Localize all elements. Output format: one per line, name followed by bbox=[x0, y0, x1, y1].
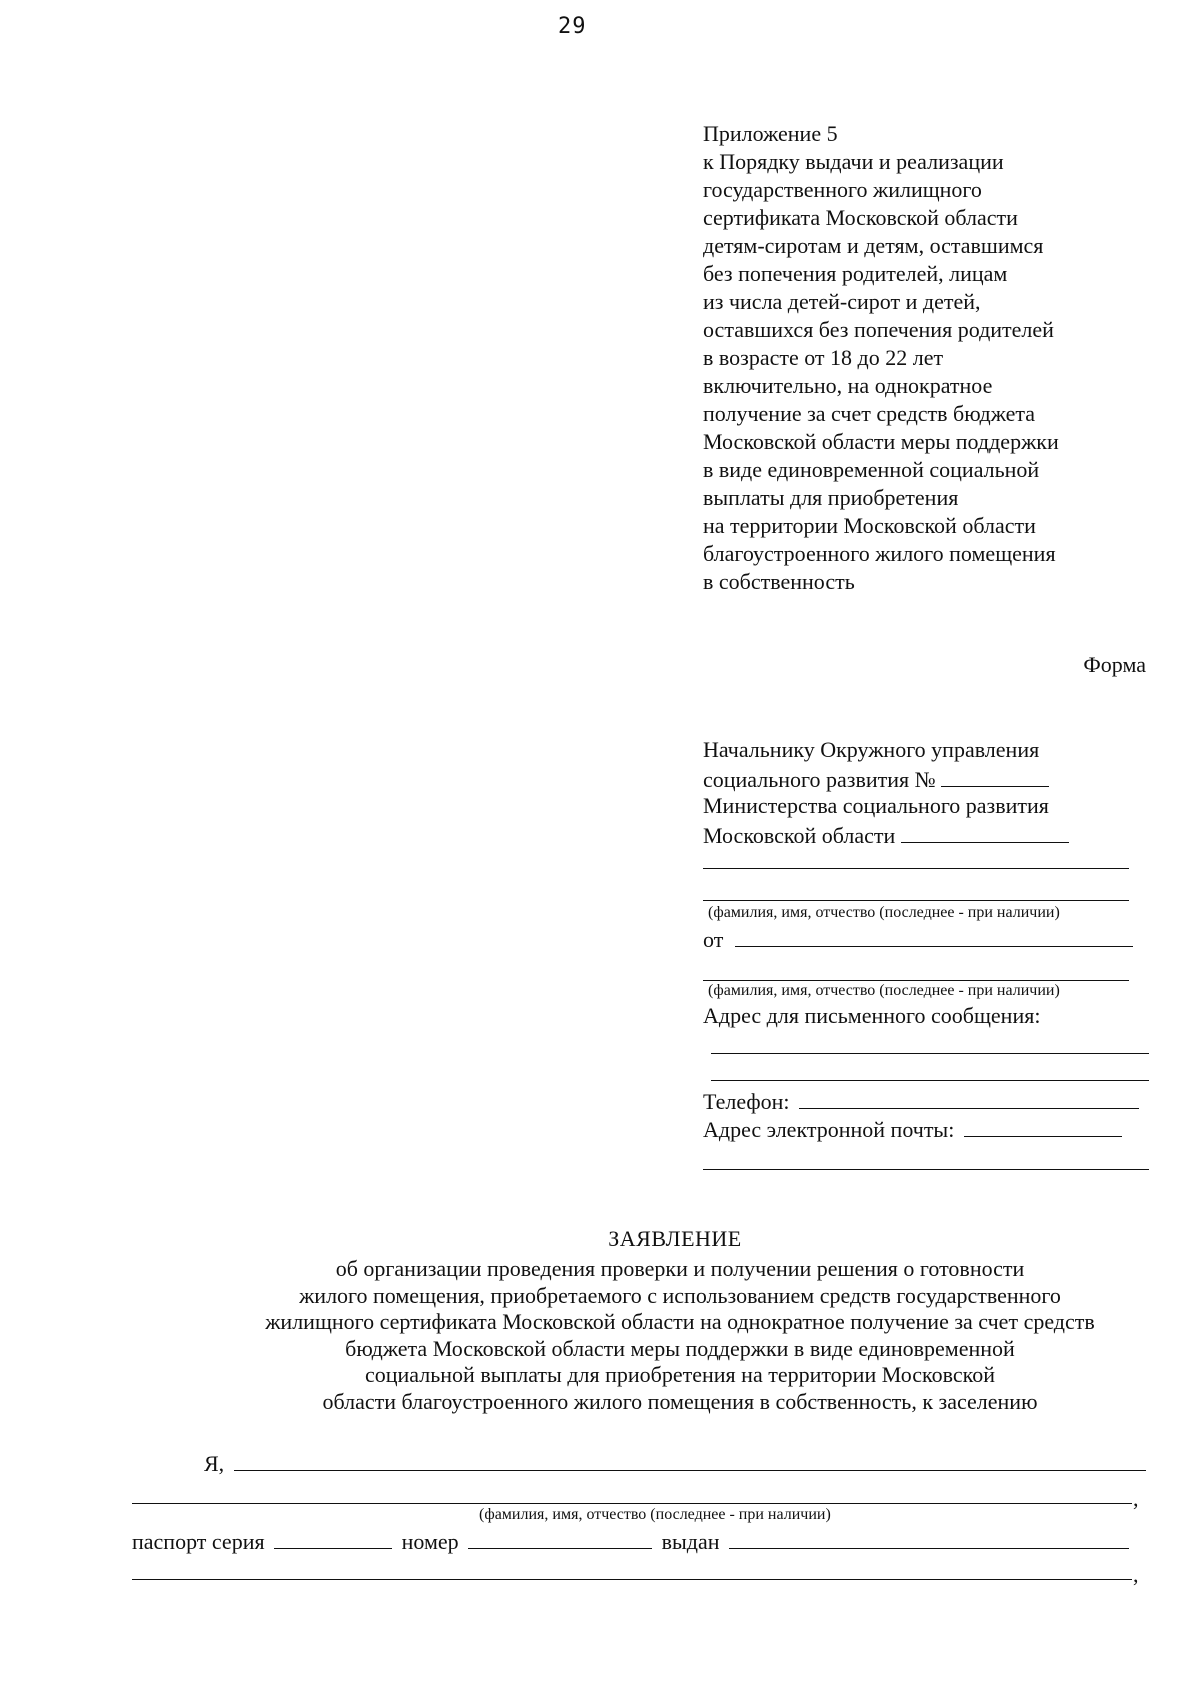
subtitle-line: об организации проведения проверки и получении решения о готовности bbox=[335, 1256, 1025, 1281]
appendix-line: выплаты для приобретения bbox=[703, 485, 959, 510]
appendix-line: из числа детей-сирот и детей, bbox=[703, 289, 981, 314]
passport-issued-field-2[interactable] bbox=[132, 1579, 1132, 1580]
form-label: Форма bbox=[1083, 652, 1146, 677]
subtitle-line: жилищного сертификата Московской области на однократное получение за счет средств bbox=[265, 1309, 1095, 1334]
phone-field[interactable] bbox=[799, 1086, 1139, 1109]
phone-label: Телефон: bbox=[703, 1089, 790, 1114]
comma-2: , bbox=[1133, 1562, 1139, 1587]
appendix-line: без попечения родителей, лицам bbox=[703, 261, 1008, 286]
department-number-field[interactable] bbox=[941, 764, 1049, 787]
applicant-name-field-1[interactable] bbox=[735, 924, 1133, 947]
email-label: Адрес электронной почты: bbox=[703, 1117, 955, 1142]
applicant-fio-hint-2: (фамилия, имя, отчество (последнее - при наличии) bbox=[479, 1506, 831, 1523]
appendix-line: к Порядку выдачи и реализации bbox=[703, 149, 1004, 174]
addressee-line-4 bbox=[703, 820, 1069, 850]
appendix-line: благоустроенного жилого помещения bbox=[703, 541, 1056, 566]
appendix-line: в виде единовременной социальной bbox=[703, 457, 1040, 482]
subtitle-line: области благоустроенного жилого помещения в собственность, к заселению bbox=[322, 1388, 1038, 1414]
i-row bbox=[204, 1448, 1146, 1477]
from-row bbox=[703, 924, 1133, 954]
appendix-line: Приложение 5 bbox=[703, 121, 838, 146]
passport-issued-field[interactable] bbox=[729, 1526, 1129, 1549]
head-fio-hint: (фамилия, имя, отчество (последнее - при наличии) bbox=[708, 904, 1060, 921]
passport-issued-label: выдан bbox=[661, 1529, 720, 1554]
passport-series-label: паспорт серия bbox=[132, 1529, 265, 1554]
applicant-fullname-field-1[interactable] bbox=[234, 1448, 1146, 1471]
head-name-field-1[interactable] bbox=[703, 868, 1129, 869]
i-label: Я, bbox=[204, 1451, 225, 1476]
appendix-line: на территории Московской области bbox=[703, 513, 1036, 538]
appendix-block bbox=[703, 120, 1059, 596]
comma-1: , bbox=[1133, 1486, 1139, 1511]
passport-number-field[interactable] bbox=[468, 1526, 652, 1549]
applicant-name-field-2[interactable] bbox=[703, 980, 1129, 981]
appendix-line: сертификата Московской области bbox=[703, 205, 1018, 230]
applicant-fullname-field-2[interactable] bbox=[132, 1503, 1132, 1504]
mail-address-label: Адрес для письменного сообщения: bbox=[703, 1003, 1041, 1028]
email-row bbox=[703, 1114, 1122, 1144]
addressee-line-4-text: Московской области bbox=[703, 823, 896, 848]
addressee-line-2-text: социального развития № bbox=[703, 767, 936, 792]
mail-address-field-1[interactable] bbox=[711, 1053, 1149, 1054]
region-field[interactable] bbox=[901, 820, 1069, 843]
addressee-line-3: Министерства социального развития bbox=[703, 793, 1049, 818]
appendix-line: в собственность bbox=[703, 569, 855, 594]
mail-address-field-2[interactable] bbox=[711, 1080, 1149, 1081]
appendix-line: детям-сиротам и детям, оставшимся bbox=[703, 233, 1044, 258]
email-field-2[interactable] bbox=[703, 1169, 1149, 1170]
head-name-field-2[interactable] bbox=[703, 900, 1129, 901]
page-number: 29 bbox=[558, 14, 587, 39]
subtitle-line: жилого помещения, приобретаемого с использованием средств государственного bbox=[299, 1282, 1061, 1308]
statement-subtitle bbox=[160, 1256, 1200, 1415]
from-label: от bbox=[703, 927, 724, 952]
phone-row bbox=[703, 1086, 1139, 1116]
passport-row bbox=[132, 1526, 1129, 1555]
passport-series-field[interactable] bbox=[274, 1526, 392, 1549]
addressee-line-1: Начальнику Окружного управления bbox=[703, 737, 1040, 762]
appendix-line: в возрасте от 18 до 22 лет bbox=[703, 345, 944, 370]
appendix-line: оставшихся без попечения родителей bbox=[703, 317, 1054, 342]
applicant-fio-hint: (фамилия, имя, отчество (последнее - при наличии) bbox=[708, 982, 1060, 999]
appendix-line: получение за счет средств бюджета bbox=[703, 401, 1036, 426]
appendix-line: Московской области меры поддержки bbox=[703, 429, 1059, 454]
statement-title: ЗАЯВЛЕНИЕ bbox=[608, 1226, 742, 1251]
appendix-line: включительно, на однократное bbox=[703, 373, 993, 398]
subtitle-line: бюджета Московской области меры поддержки в виде единовременной bbox=[345, 1335, 1015, 1361]
addressee-line-2 bbox=[703, 764, 1049, 794]
passport-number-label: номер bbox=[401, 1529, 459, 1554]
email-field[interactable] bbox=[964, 1114, 1122, 1137]
subtitle-line: социальной выплаты для приобретения на территории Московской bbox=[364, 1362, 995, 1387]
appendix-line: государственного жилищного bbox=[703, 177, 982, 202]
